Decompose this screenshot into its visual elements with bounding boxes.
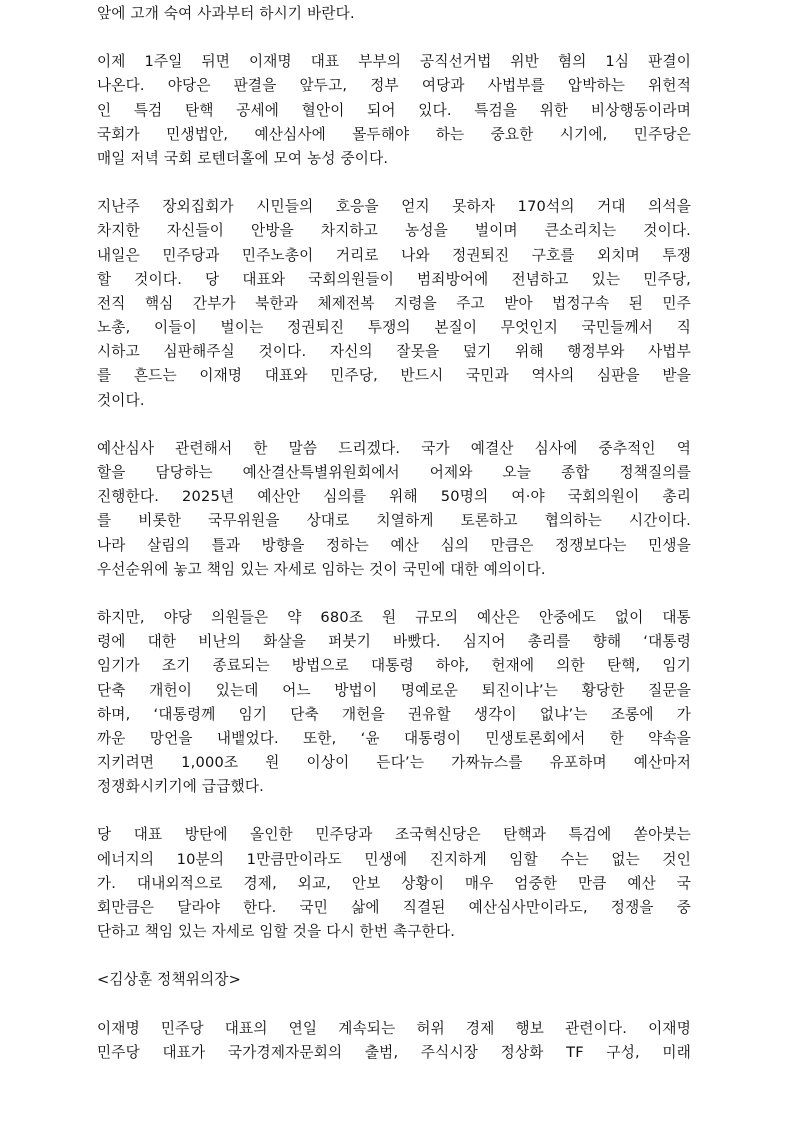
paragraph: [97, 2, 691, 26]
text-line: <김상훈 정책위의장>: [97, 971, 242, 989]
paragraph: [97, 1017, 691, 1065]
paragraph: [97, 437, 691, 582]
text-line: 이재명 민주당 대표의 연일 계속되는 허위 경제 행보 관련이다. 이재명: [97, 1019, 691, 1037]
text-line: 정쟁화시키기에 급급했다.: [97, 778, 264, 796]
text-line: 내일은 민주당과 민주노총이 거리로 나와 정권퇴진 구호를 외치며 투쟁: [97, 246, 691, 264]
text-line: 것이다.: [97, 391, 145, 409]
text-line: 회만큼은 달라야 한다. 국민 삶에 직결된 예산심사만이라도, 정쟁을 중: [97, 899, 691, 916]
text-line: 를 비롯한 국무위원을 상대로 치열하게 토론하고 협의하는 시간이다.: [97, 512, 691, 530]
text-line: 전직 핵심 간부가 북한과 체제전복 지령을 주고 받아 법정구속 된 민주: [97, 294, 691, 312]
paragraph: [97, 823, 691, 944]
document-page: [97, 0, 691, 1065]
text-line: 에너지의 10분의 1만큼만이라도 민생에 진지하게 임할 수는 없는 것인: [97, 850, 691, 868]
text-line: 민주당 대표가 국가경제자문회의 출범, 주식시장 정상화 TF 구성, 미래: [97, 1043, 691, 1061]
text-line: 를 흔드는 이재명 대표와 민주당, 반드시 국민과 역사의 심판을 받을: [97, 367, 691, 385]
text-line: 하지만, 야당 의원들은 약 680조 원 규모의 예산은 안중에도 없이 대통: [97, 608, 691, 626]
text-line: 단하고 책임 있는 자세로 임할 것을 다시 한번 촉구한다.: [97, 923, 456, 941]
text-line: 지키려면 1,000조 원 이상이 든다’는 가짜뉴스를 유포하며 예산마저: [97, 754, 691, 772]
text-line: 까운 망언을 내뱉었다. 또한, ‘윤 대통령이 민생토론회에서 한 약속을: [97, 729, 691, 747]
text-line: 진행한다. 2025년 예산안 심의를 위해 50명의 여·야 국회의원이 총리: [97, 488, 691, 506]
paragraph: [97, 606, 691, 800]
text-line: 매일 저녁 국회 로텐더홀에 모여 농성 중이다.: [97, 149, 389, 167]
text-line: 우선순위에 놓고 책임 있는 자세로 임하는 것이 국민에 대한 예의이다.: [97, 560, 546, 578]
speaker-heading: [97, 968, 691, 992]
text-line: 지난주 장외집회가 시민들의 호응을 얻지 못하자 170석의 거대 의석을: [97, 198, 691, 216]
paragraph: [97, 195, 691, 413]
text-line: 시하고 심판해주실 것이다. 자신의 잘못을 덮기 위해 행정부와 사법부: [97, 343, 691, 361]
paragraph: [97, 50, 691, 171]
text-line: 단축 개헌이 있는데 어느 방법이 명예로운 퇴진이냐’는 황당한 질문을: [97, 681, 691, 699]
text-line: 예산심사 관련해서 한 말씀 드리겠다. 국가 예결산 심사에 중추적인 역: [97, 439, 691, 457]
text-line: 차지한 자신들이 안방을 차지하고 농성을 벌이며 큰소리치는 것이다.: [97, 222, 691, 240]
text-line: 이제 1주일 뒤면 이재명 대표 부부의 공직선거법 위반 혐의 1심 판결이: [97, 53, 691, 71]
text-line: 노총, 이들이 벌이는 정권퇴진 투쟁의 본질이 무엇인지 국민들께서 직: [97, 319, 691, 337]
text-line: 국회가 민생법안, 예산심사에 몰두해야 하는 중요한 시기에, 민주당은: [97, 125, 691, 143]
text-line: 임기가 조기 종료되는 방법으로 대통령 하야, 헌재에 의한 탄핵, 임기: [97, 657, 691, 675]
text-line: 인 특검 탄핵 공세에 혈안이 되어 있다. 특검을 위한 비상행동이라며: [97, 101, 691, 119]
text-line: 하며, ‘대통령께 임기 단축 개헌을 권유할 생각이 없냐’는 조롱에 가: [97, 705, 691, 723]
text-line: 할을 담당하는 예산결산특별위원회에서 어제와 오늘 종합 정책질의를: [97, 464, 691, 481]
text-line: 령에 대한 비난의 화살을 퍼붓기 바빴다. 심지어 총리를 향해 ‘대통령: [97, 633, 691, 651]
text-line: 당 대표 방탄에 올인한 민주당과 조국혁신당은 탄핵과 특검에 쏟아붓는: [97, 826, 691, 844]
text-line: 나온다. 야당은 판결을 앞두고, 정부 여당과 사법부를 압박하는 위헌적: [97, 77, 691, 95]
text-line: 할 것이다. 당 대표와 국회의원들이 범죄방어에 전념하고 있는 민주당,: [97, 270, 691, 288]
text-line: 나라 살림의 틀과 방향을 정하는 예산 심의 만큼은 정쟁보다는 민생을: [97, 536, 691, 554]
text-line: 가. 대내외적으로 경제, 외교, 안보 상황이 매우 엄중한 만큼 예산 국: [97, 874, 691, 892]
text-line: 앞에 고개 숙여 사과부터 하시기 바란다.: [97, 5, 355, 22]
